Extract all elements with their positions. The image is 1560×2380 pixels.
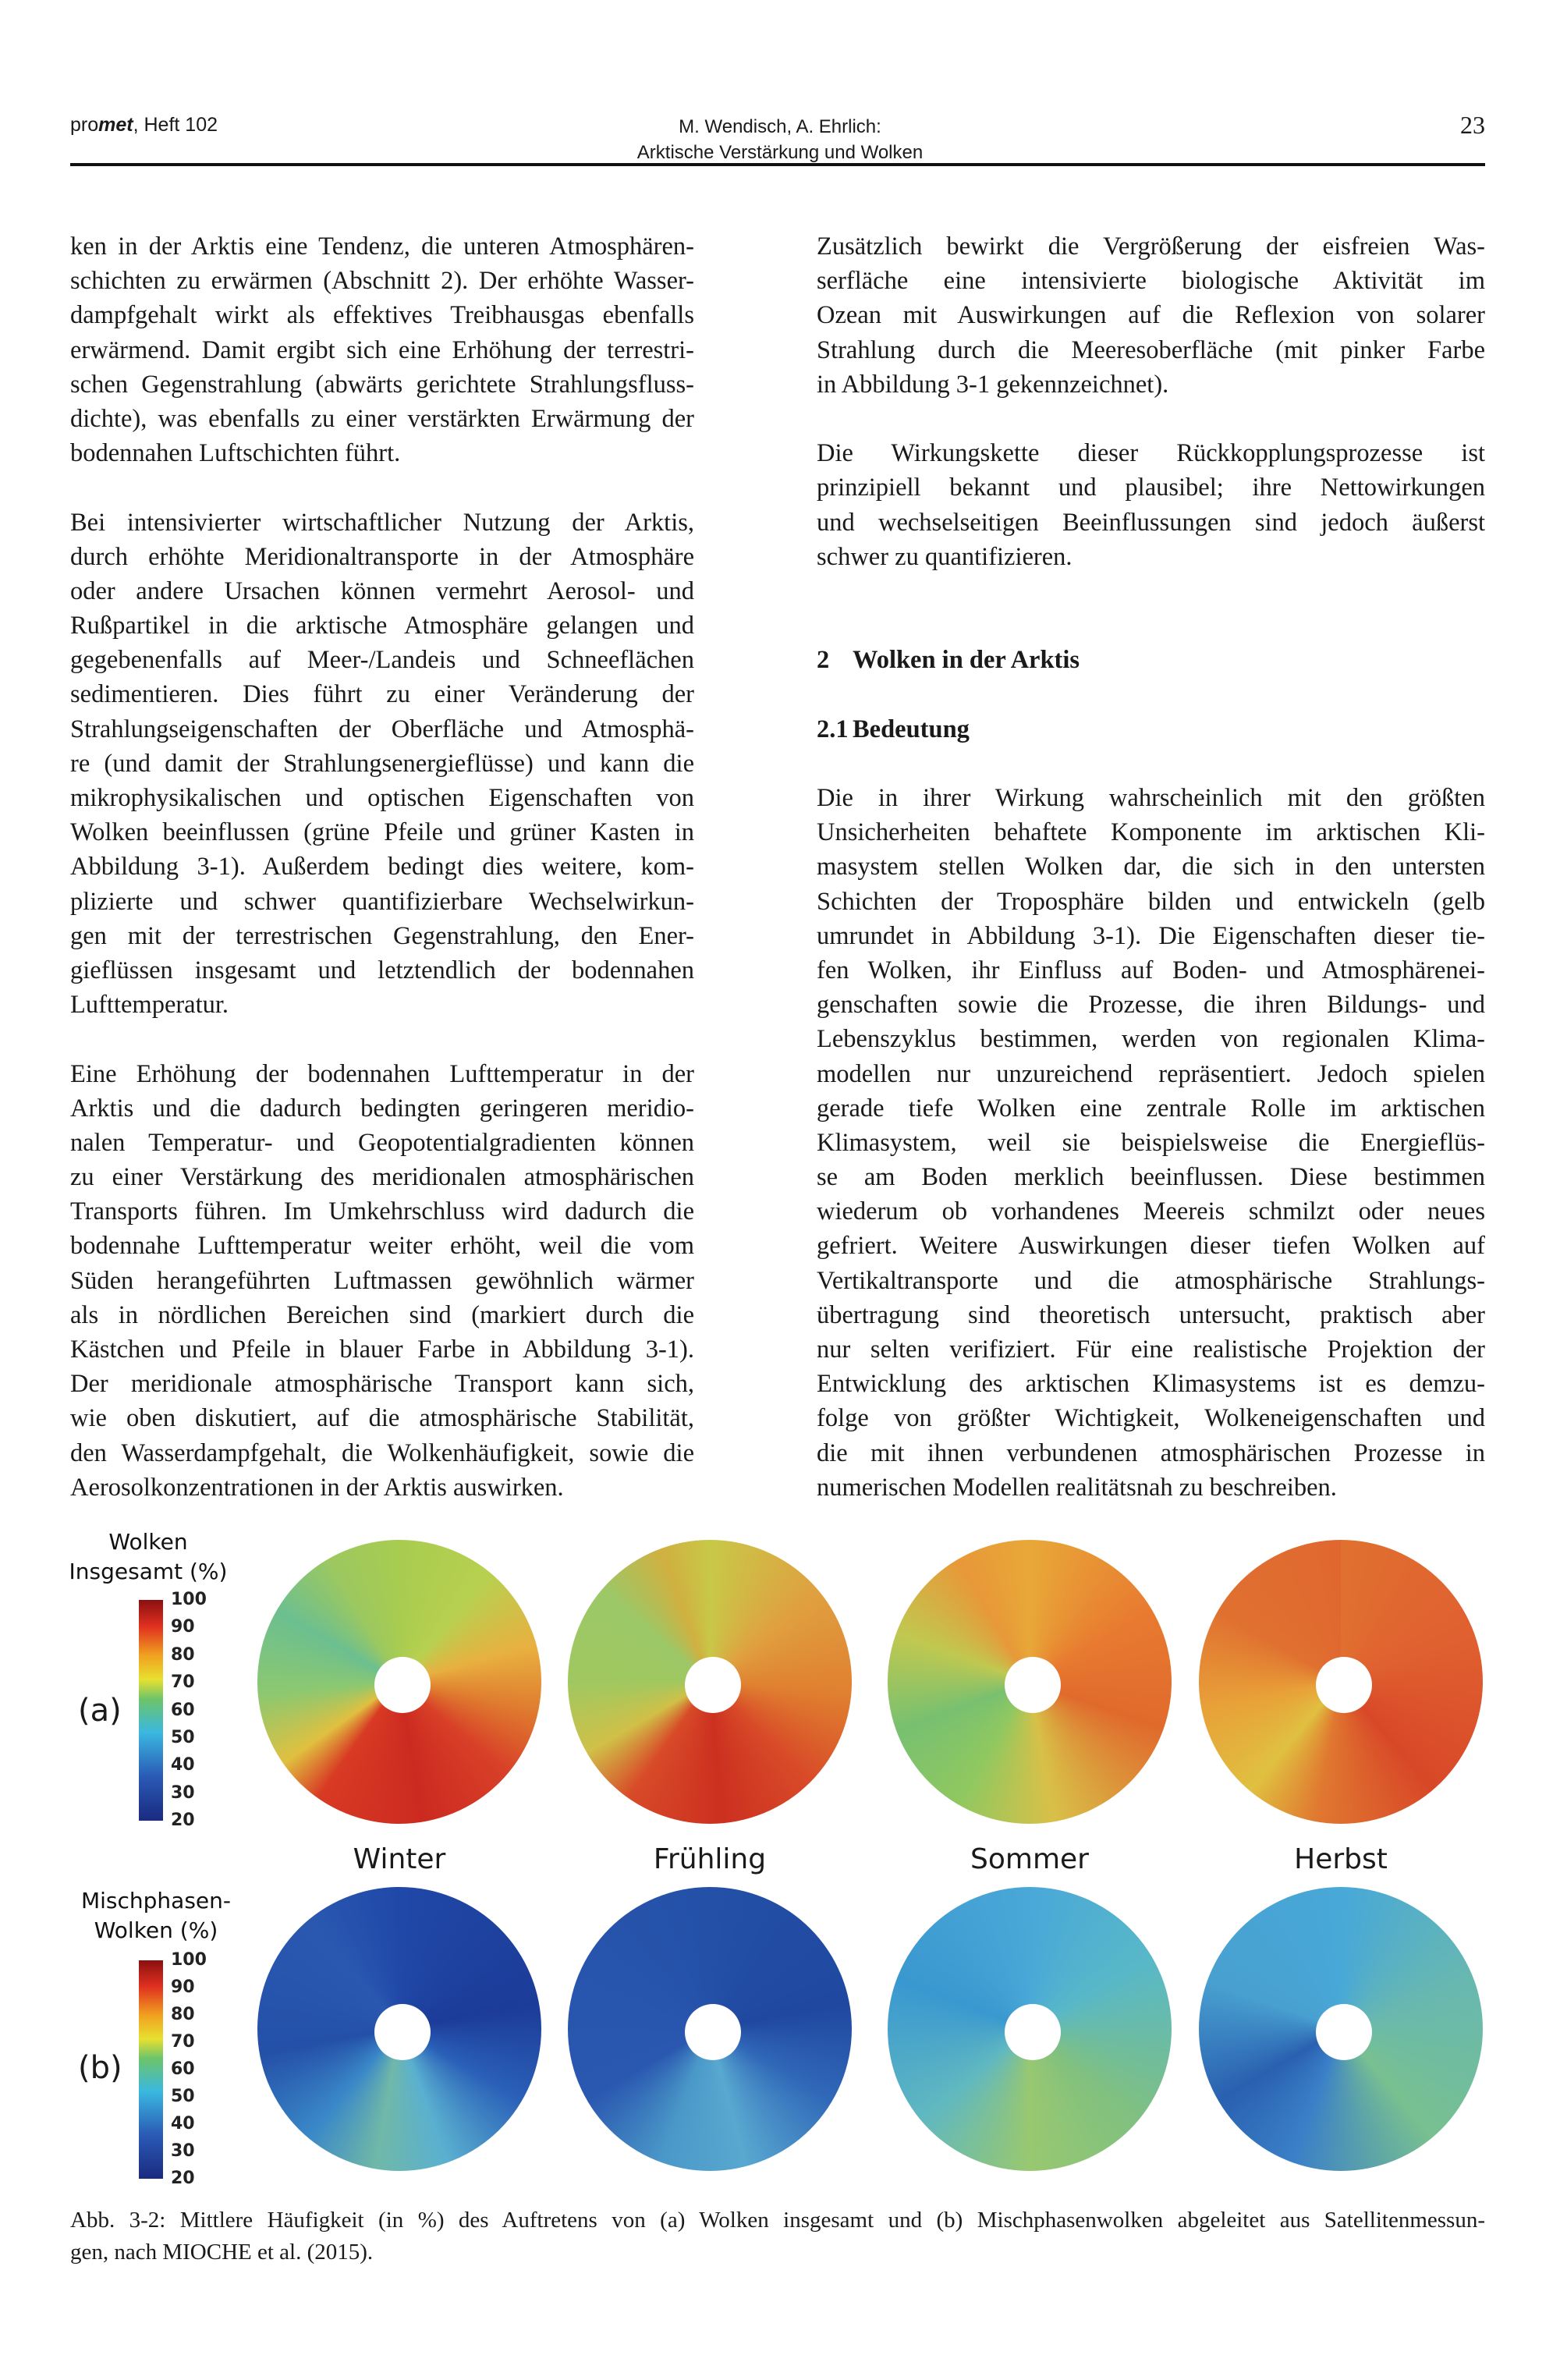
colorbar-tick-label: 30 — [171, 2141, 195, 2161]
header-rule — [70, 163, 1485, 166]
running-title — [546, 114, 1014, 165]
text-line: Aerosolkonzentrationen in der Arktis auswirken. — [70, 1473, 564, 1502]
text-line: se am Boden merklich beeinflussen. Diese bestimmen — [817, 1163, 1485, 1192]
text-line: Strahlungseigenschaften der Oberfläche und Atmosphä- — [70, 715, 694, 743]
season-label: Sommer — [970, 1843, 1089, 1875]
text-line: Arktis und die dadurch bedingten geringeren meridio- — [70, 1094, 694, 1123]
text-line: Klimasystem, weil sie beispielsweise die Energieflüs- — [817, 1128, 1485, 1157]
blank-line — [70, 1022, 694, 1056]
text-line: schichten zu erwärmen (Abschnitt 2). Der erhöhte Wasser- — [70, 267, 694, 296]
section-heading — [817, 643, 1485, 677]
text-line: Abbildung 3-1). Außerdem bedingt dies weitere, kom- — [70, 853, 694, 881]
colorbar-tick-label: 50 — [171, 2087, 195, 2106]
text-line: prinzipiell bekannt und plausibel; ihre Nettowirkungen — [817, 474, 1485, 502]
text-line: übertragung sind theoretisch untersucht, praktisch aber — [817, 1300, 1485, 1329]
text-line: in Abbildung 3-1 gekennzeichnet). — [817, 370, 1169, 399]
colorbar-tick-label: 60 — [171, 2059, 195, 2079]
journal-issue — [70, 114, 218, 137]
text-line: durch erhöhte Meridionaltransporte in der Atmosphäre — [70, 542, 694, 571]
colorbar-tick-label: 20 — [171, 2169, 195, 2188]
text-line: gieflüssen insgesamt und letztendlich der bodennahen — [70, 956, 694, 984]
text-line: Lebenszyklus bestimmen, werden von regionalen Klima- — [817, 1025, 1485, 1054]
text-line: mikrophysikalischen und optischen Eigenschaften von — [70, 784, 694, 812]
text-line: nur selten verifiziert. Für eine realistische Projektion der — [817, 1335, 1485, 1364]
text-line: Die Wirkungskette dieser Rückkopplungsprozesse ist — [817, 439, 1485, 468]
authors: M. Wendisch, A. Ehrlich: — [679, 116, 881, 137]
row-b-label — [55, 1886, 257, 1945]
map-hole — [374, 2004, 431, 2060]
row-a-label — [62, 1527, 234, 1587]
colorbar-tick-label: 100 — [171, 1950, 207, 1970]
page-number: 23 — [1460, 111, 1485, 139]
blank-line — [817, 608, 1485, 643]
text-line: wie oben diskutiert, auf die atmosphärische Stabilität, — [70, 1404, 694, 1433]
text-line: Rußpartikel in die arktische Atmosphäre gelangen und — [70, 612, 694, 640]
paragraph — [817, 229, 1485, 402]
text-line: schwer zu quantifizieren. — [817, 542, 1072, 571]
text-line: Strahlung durch die Meeresoberfläche (mit pinker Farbe — [817, 335, 1485, 364]
season-label: Frühling — [653, 1843, 767, 1875]
map-hole — [685, 1657, 741, 1713]
colorbar-tick-label: 20 — [171, 1811, 195, 1830]
map-autumn-total — [1199, 1540, 1483, 1824]
colorbar-tick-label: 40 — [171, 2114, 195, 2133]
text-line: masystem stellen Wolken dar, die sich in den untersten — [817, 853, 1485, 881]
text-line: Die in ihrer Wirkung wahrscheinlich mit den größten — [817, 784, 1485, 812]
text-line: gefriert. Weitere Auswirkungen dieser tiefen Wolken auf — [817, 1232, 1485, 1261]
colorbar-tick-label: 80 — [171, 1644, 195, 1665]
text-line: als in nördlichen Bereichen sind (markiert durch die — [70, 1300, 694, 1329]
text-line: gerade tiefe Wolken eine zentrale Rolle im arktischen — [817, 1094, 1485, 1123]
blank-line — [817, 574, 1485, 608]
text-line: bodennahen Luftschichten führt. — [70, 439, 401, 468]
right-column — [817, 229, 1485, 1505]
text-line: plizierte und schwer quantifizierbare Wechselwirkun- — [70, 887, 694, 916]
section-title: Wolken in der Arktis — [853, 646, 1080, 675]
colorbar-tick-label: 80 — [171, 2005, 195, 2024]
text-line: Kästchen und Pfeile in blauer Farbe in Abbildung 3-1). — [70, 1335, 694, 1364]
journal-name-prefix: pro — [70, 114, 99, 136]
text-line: Entwicklung des arktischen Klimasystems ist es demzu- — [817, 1370, 1485, 1399]
text-line: gegebenenfalls auf Meer-/Landeis und Schneeflächen — [70, 646, 694, 675]
caption-line: gen, nach MIOCHE et al. (2015). — [70, 2240, 374, 2265]
text-line: erwärmend. Damit ergibt sich eine Erhöhung der terrestri- — [70, 335, 694, 364]
row-a-label-line: Insgesamt (%) — [69, 1559, 228, 1584]
map-winter-mixed — [257, 1887, 541, 2171]
map-summer-mixed — [888, 1887, 1172, 2171]
panel-label-b: (b) — [78, 2050, 122, 2086]
colorbar-a — [139, 1600, 163, 1821]
text-line: bodennahe Lufttemperatur weiter erhöht, weil die vom — [70, 1232, 694, 1261]
colorbar-tick-label: 70 — [171, 1672, 195, 1693]
season-label: Herbst — [1294, 1843, 1388, 1875]
colorbar-tick-label: 30 — [171, 1782, 195, 1803]
text-line: Lufttemperatur. — [70, 991, 229, 1020]
text-line: zu einer Verstärkung des meridionalen atmosphärischen — [70, 1163, 694, 1192]
paragraph — [817, 436, 1485, 574]
text-line: den Wasserdampfgehalt, die Wolkenhäufigkeit, sowie die — [70, 1438, 694, 1467]
text-line: serfläche eine intensivierte biologische Aktivität im — [817, 267, 1485, 296]
left-column — [70, 229, 694, 1505]
season-label: Winter — [353, 1843, 446, 1875]
map-winter-total — [257, 1540, 541, 1824]
text-line: Transports führen. Im Umkehrschluss wird dadurch die — [70, 1197, 694, 1226]
colorbar-tick-label: 90 — [171, 1977, 195, 1997]
text-line: schen Gegenstrahlung (abwärts gerichtete Strahlungsfluss- — [70, 370, 694, 399]
blank-line — [817, 747, 1485, 781]
text-line: dichte), was ebenfalls zu einer verstärkten Erwärmung der — [70, 404, 694, 433]
colorbar-tick-label: 100 — [171, 1590, 207, 1609]
text-line: die mit ihnen verbundenen atmosphärischen Prozesse in — [817, 1438, 1485, 1467]
text-line: fen Wolken, ihr Einfluss auf Boden- und Atmosphärenei- — [817, 956, 1485, 984]
blank-line — [817, 402, 1485, 436]
colorbar-tick-label: 50 — [171, 1727, 195, 1747]
section-title: Bedeutung — [853, 715, 970, 743]
paragraph — [70, 1057, 694, 1505]
text-line: folge von größter Wichtigkeit, Wolkeneigenschaften und — [817, 1404, 1485, 1433]
text-line: modellen nur unzureichend repräsentiert. Jedoch spielen — [817, 1059, 1485, 1088]
article-title: Arktische Verstärkung und Wolken — [636, 142, 924, 163]
text-line: Süden herangeführten Luftmassen gewöhnlich wärmer — [70, 1266, 694, 1295]
text-line: Unsicherheiten behaftete Komponente im arktischen Kli- — [817, 818, 1485, 847]
text-line: re (und damit der Strahlungsenergieflüsse) und kann die — [70, 749, 694, 778]
journal-name-italic: met — [98, 114, 133, 136]
map-autumn-mixed — [1199, 1887, 1483, 2171]
row-a-label-line: Wolken — [108, 1529, 188, 1555]
text-line: umrundet in Abbildung 3-1). Die Eigenschaften dieser tie- — [817, 921, 1485, 950]
text-line: numerischen Modellen realitätsnah zu beschreiben. — [817, 1473, 1337, 1502]
text-line: Der meridionale atmosphärische Transport kann sich, — [70, 1370, 694, 1399]
text-line: dampfgehalt wirkt als effektives Treibhausgas ebenfalls — [70, 301, 694, 330]
panel-label-a: (a) — [78, 1693, 122, 1729]
map-hole — [374, 1657, 431, 1713]
paragraph — [817, 781, 1485, 1505]
text-line: Ozean mit Auswirkungen auf die Reflexion von solarer — [817, 301, 1485, 330]
blank-line — [817, 677, 1485, 711]
row-b-label-line: Wolken (%) — [94, 1917, 218, 1943]
row-b-label-line: Mischphasen- — [80, 1888, 231, 1914]
text-line: Schichten der Troposphäre bilden und entwickeln (gelb — [817, 887, 1485, 916]
text-line: Bei intensivierter wirtschaftlicher Nutzung der Arktis, — [70, 508, 694, 537]
text-line: Eine Erhöhung der bodennahen Lufttemperatur in der — [70, 1059, 694, 1088]
section-heading — [817, 712, 1485, 747]
colorbar-tick-label: 90 — [171, 1617, 195, 1637]
map-hole — [1005, 1657, 1061, 1713]
text-line: Zusätzlich bewirkt die Vergrößerung der eisfreien Was- — [817, 232, 1485, 261]
map-summer-total — [888, 1540, 1172, 1824]
blank-line — [70, 470, 694, 505]
colorbar-tick-label: 70 — [171, 2032, 195, 2052]
text-line: nalen Temperatur- und Geopotentialgradienten können — [70, 1128, 694, 1157]
colorbar-b — [139, 1960, 163, 2179]
map-hole — [1316, 1657, 1372, 1713]
map-spring-mixed — [568, 1887, 852, 2171]
text-line: Wolken beeinflussen (grüne Pfeile und grüner Kasten in — [70, 818, 694, 847]
text-line: genschaften sowie die Prozesse, die ihren Bildungs- und — [817, 991, 1485, 1020]
figure-caption — [70, 2204, 1485, 2268]
section-number: 2 — [817, 646, 830, 675]
section-number: 2.1 — [817, 715, 849, 743]
text-line: Vertikaltransporte und die atmosphärische Strahlungs- — [817, 1266, 1485, 1295]
text-line: sedimentieren. Dies führt zu einer Veränderung der — [70, 680, 694, 709]
issue-number: , Heft 102 — [133, 114, 218, 136]
text-line: wiederum ob vorhandenes Meereis schmilzt oder neues — [817, 1197, 1485, 1226]
text-line: gen mit der terrestrischen Gegenstrahlung, den Ener- — [70, 921, 694, 950]
text-line: oder andere Ursachen können vermehrt Aerosol- und — [70, 576, 694, 605]
map-spring-total — [568, 1540, 852, 1824]
caption-line: Abb. 3-2: Mittlere Häufigkeit (in %) des Auftretens von (a) Wolken insgesamt und (b) Mischphasenwolken abgeleitet aus Satellitenmessun- — [70, 2208, 1485, 2233]
map-hole — [1316, 2004, 1372, 2060]
map-hole — [685, 2004, 741, 2060]
text-line: und wechselseitigen Beeinflussungen sind jedoch äußerst — [817, 508, 1485, 537]
map-hole — [1005, 2004, 1061, 2060]
colorbar-tick-label: 60 — [171, 1700, 195, 1720]
text-line: ken in der Arktis eine Tendenz, die unteren Atmosphären- — [70, 232, 694, 261]
paragraph — [70, 505, 694, 1023]
colorbar-tick-label: 40 — [171, 1755, 195, 1775]
paragraph — [70, 229, 694, 470]
